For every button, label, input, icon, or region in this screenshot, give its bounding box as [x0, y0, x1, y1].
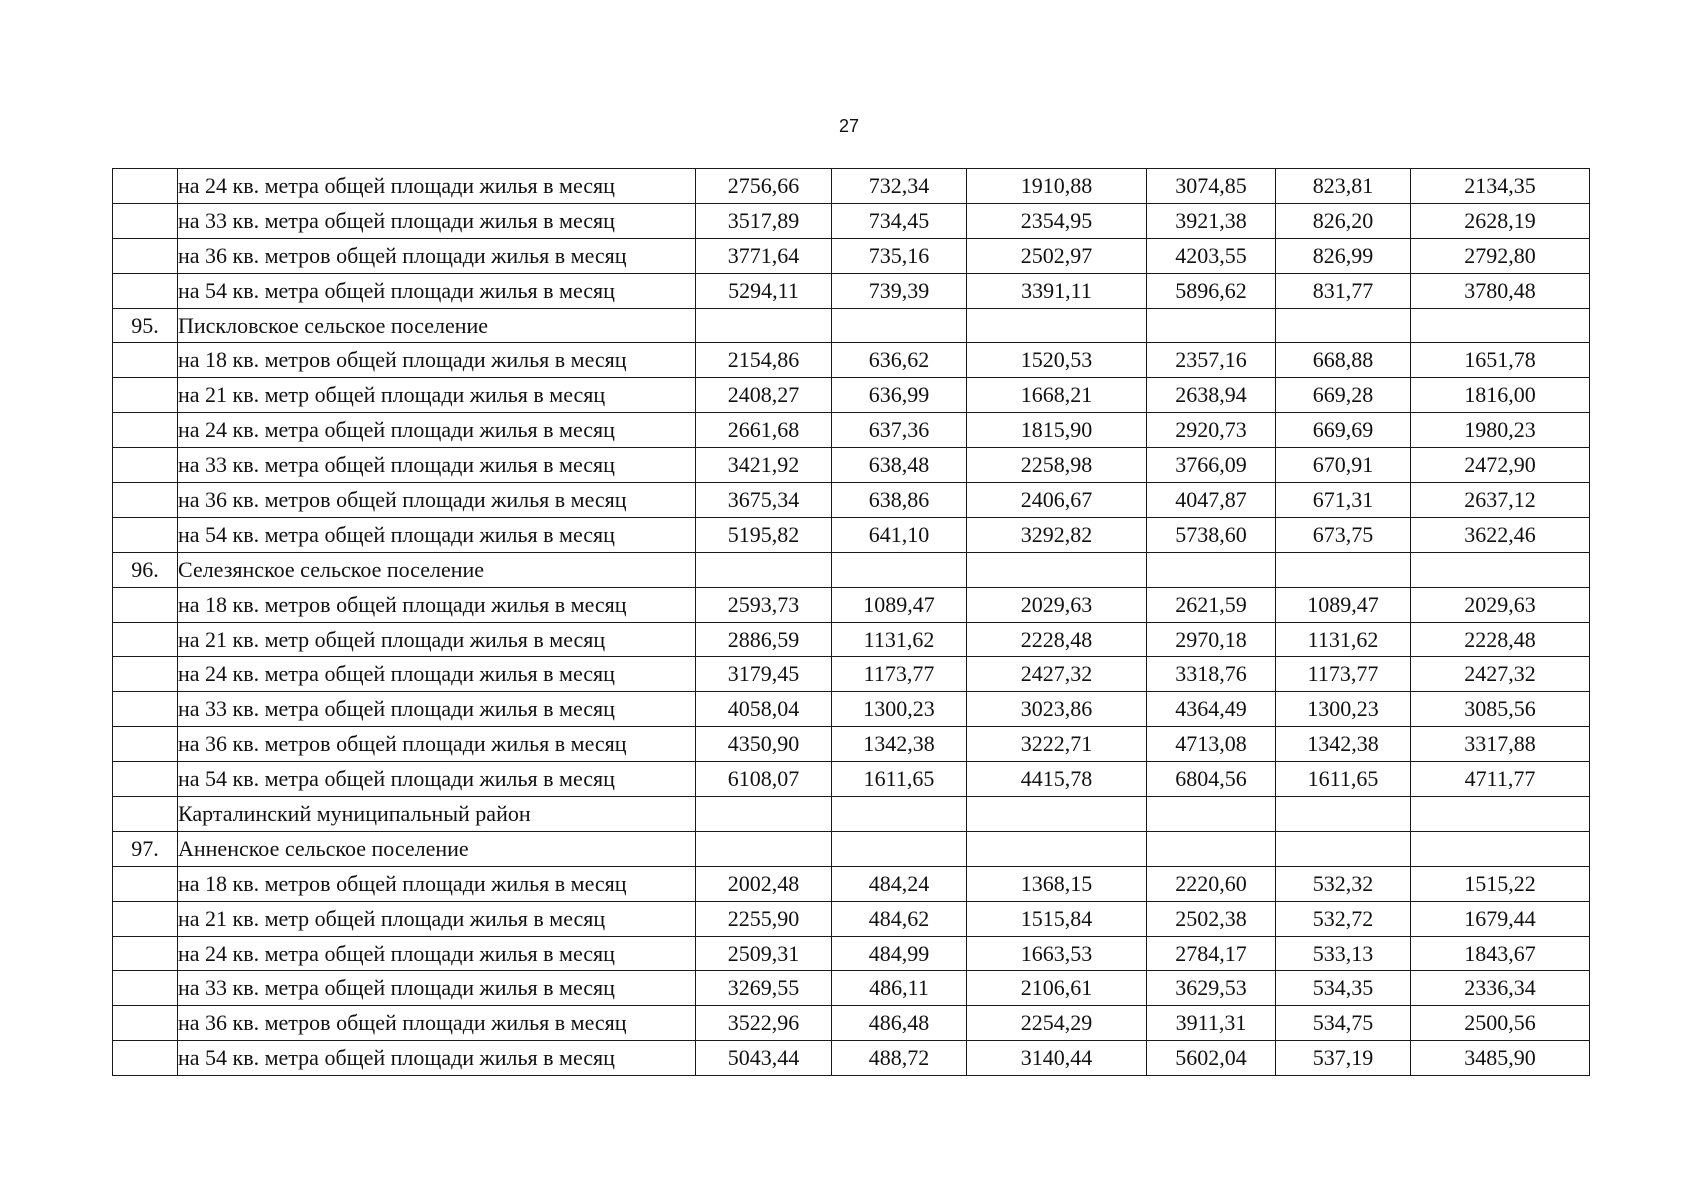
- value-cell: 3074,85: [1147, 169, 1276, 204]
- value-cell: 673,75: [1276, 517, 1411, 552]
- value-cell: [967, 797, 1147, 832]
- value-cell: 1843,67: [1411, 936, 1590, 971]
- value-cell: 1368,15: [967, 866, 1147, 901]
- row-number: 95.: [113, 308, 178, 343]
- value-cell: 3269,55: [696, 971, 832, 1006]
- value-cell: 2406,67: [967, 483, 1147, 518]
- value-cell: 5738,60: [1147, 517, 1276, 552]
- value-cell: [832, 308, 967, 343]
- table-body: [113, 169, 1590, 1076]
- value-cell: 826,99: [1276, 238, 1411, 273]
- row-number: [113, 448, 178, 483]
- table-row: [113, 517, 1590, 552]
- table-row: [113, 831, 1590, 866]
- table-row: [113, 1006, 1590, 1041]
- value-cell: 486,48: [832, 1006, 967, 1041]
- value-cell: 537,19: [1276, 1041, 1411, 1076]
- value-cell: 669,69: [1276, 413, 1411, 448]
- row-number: [113, 727, 178, 762]
- value-cell: 638,48: [832, 448, 967, 483]
- value-cell: [1411, 831, 1590, 866]
- value-cell: 2970,18: [1147, 622, 1276, 657]
- row-number: [113, 622, 178, 657]
- value-cell: [1411, 552, 1590, 587]
- row-number: [113, 203, 178, 238]
- row-description: на 36 кв. метров общей площади жилья в месяц: [178, 727, 696, 762]
- row-description: на 18 кв. метров общей площади жилья в месяц: [178, 866, 696, 901]
- row-number: 97.: [113, 831, 178, 866]
- row-number: [113, 692, 178, 727]
- value-cell: 1679,44: [1411, 901, 1590, 936]
- table-row: [113, 378, 1590, 413]
- table-row: [113, 587, 1590, 622]
- tariff-table: [112, 168, 1590, 1076]
- value-cell: 2886,59: [696, 622, 832, 657]
- value-cell: 3292,82: [967, 517, 1147, 552]
- value-cell: 3675,34: [696, 483, 832, 518]
- value-cell: [696, 831, 832, 866]
- value-cell: 735,16: [832, 238, 967, 273]
- value-cell: 2228,48: [1411, 622, 1590, 657]
- row-number: [113, 797, 178, 832]
- value-cell: 636,62: [832, 343, 967, 378]
- value-cell: 2228,48: [967, 622, 1147, 657]
- row-number: [113, 1041, 178, 1076]
- value-cell: 1980,23: [1411, 413, 1590, 448]
- value-cell: 3766,09: [1147, 448, 1276, 483]
- value-cell: 3522,96: [696, 1006, 832, 1041]
- value-cell: 2408,27: [696, 378, 832, 413]
- value-cell: 532,72: [1276, 901, 1411, 936]
- table-row: [113, 483, 1590, 518]
- value-cell: 3485,90: [1411, 1041, 1590, 1076]
- value-cell: 2002,48: [696, 866, 832, 901]
- value-cell: 2357,16: [1147, 343, 1276, 378]
- value-cell: 739,39: [832, 273, 967, 308]
- value-cell: 3921,38: [1147, 203, 1276, 238]
- value-cell: 4203,55: [1147, 238, 1276, 273]
- value-cell: 636,99: [832, 378, 967, 413]
- value-cell: 4364,49: [1147, 692, 1276, 727]
- value-cell: 4713,08: [1147, 727, 1276, 762]
- value-cell: 4711,77: [1411, 762, 1590, 797]
- table-row: [113, 238, 1590, 273]
- value-cell: 823,81: [1276, 169, 1411, 204]
- row-number: [113, 273, 178, 308]
- value-cell: 2637,12: [1411, 483, 1590, 518]
- value-cell: [967, 552, 1147, 587]
- row-description: на 54 кв. метра общей площади жилья в месяц: [178, 273, 696, 308]
- value-cell: [1411, 797, 1590, 832]
- value-cell: [1147, 797, 1276, 832]
- value-cell: 3517,89: [696, 203, 832, 238]
- value-cell: 671,31: [1276, 483, 1411, 518]
- table-row: [113, 308, 1590, 343]
- value-cell: 4058,04: [696, 692, 832, 727]
- value-cell: 1611,65: [1276, 762, 1411, 797]
- value-cell: 2593,73: [696, 587, 832, 622]
- row-description: Пискловское сельское поселение: [178, 308, 696, 343]
- table-row: [113, 413, 1590, 448]
- value-cell: [967, 831, 1147, 866]
- value-cell: 532,32: [1276, 866, 1411, 901]
- row-number: [113, 169, 178, 204]
- table-row: [113, 866, 1590, 901]
- table-row: [113, 343, 1590, 378]
- value-cell: 2472,90: [1411, 448, 1590, 483]
- value-cell: [1411, 308, 1590, 343]
- value-cell: 1611,65: [832, 762, 967, 797]
- row-description: на 21 кв. метр общей площади жилья в месяц: [178, 622, 696, 657]
- table-row: [113, 797, 1590, 832]
- value-cell: 2427,32: [967, 657, 1147, 692]
- row-description: на 24 кв. метра общей площади жилья в месяц: [178, 169, 696, 204]
- value-cell: 1515,84: [967, 901, 1147, 936]
- table-row: [113, 273, 1590, 308]
- value-cell: 2154,86: [696, 343, 832, 378]
- value-cell: 5043,44: [696, 1041, 832, 1076]
- value-cell: [1276, 797, 1411, 832]
- value-cell: 484,24: [832, 866, 967, 901]
- row-description: на 33 кв. метра общей площади жилья в месяц: [178, 692, 696, 727]
- row-description: на 54 кв. метра общей площади жилья в месяц: [178, 762, 696, 797]
- value-cell: 2029,63: [1411, 587, 1590, 622]
- value-cell: [832, 797, 967, 832]
- value-cell: 1300,23: [832, 692, 967, 727]
- value-cell: 2621,59: [1147, 587, 1276, 622]
- row-description: на 54 кв. метра общей площади жилья в месяц: [178, 1041, 696, 1076]
- value-cell: [832, 552, 967, 587]
- value-cell: 1089,47: [832, 587, 967, 622]
- value-cell: 2336,34: [1411, 971, 1590, 1006]
- row-number: [113, 483, 178, 518]
- row-number: [113, 378, 178, 413]
- value-cell: 3622,46: [1411, 517, 1590, 552]
- value-cell: 2254,29: [967, 1006, 1147, 1041]
- value-cell: [696, 308, 832, 343]
- value-cell: 1816,00: [1411, 378, 1590, 413]
- table-row: [113, 169, 1590, 204]
- value-cell: 2502,38: [1147, 901, 1276, 936]
- value-cell: 2029,63: [967, 587, 1147, 622]
- value-cell: 3771,64: [696, 238, 832, 273]
- value-cell: 5294,11: [696, 273, 832, 308]
- row-description: Селезянское сельское поселение: [178, 552, 696, 587]
- value-cell: 5602,04: [1147, 1041, 1276, 1076]
- value-cell: 1173,77: [1276, 657, 1411, 692]
- value-cell: [1276, 831, 1411, 866]
- value-cell: 3222,71: [967, 727, 1147, 762]
- table-row: [113, 727, 1590, 762]
- value-cell: 534,75: [1276, 1006, 1411, 1041]
- row-description: на 24 кв. метра общей площади жилья в месяц: [178, 413, 696, 448]
- value-cell: 5896,62: [1147, 273, 1276, 308]
- value-cell: 1089,47: [1276, 587, 1411, 622]
- table-row: [113, 203, 1590, 238]
- value-cell: 637,36: [832, 413, 967, 448]
- value-cell: 1342,38: [832, 727, 967, 762]
- value-cell: [696, 552, 832, 587]
- table-row: [113, 762, 1590, 797]
- value-cell: 2920,73: [1147, 413, 1276, 448]
- row-number: [113, 866, 178, 901]
- row-description: на 21 кв. метр общей площади жилья в месяц: [178, 901, 696, 936]
- row-number: [113, 238, 178, 273]
- row-description: на 33 кв. метра общей площади жилья в месяц: [178, 203, 696, 238]
- row-description: на 18 кв. метров общей площади жилья в месяц: [178, 587, 696, 622]
- value-cell: [1147, 552, 1276, 587]
- value-cell: 2255,90: [696, 901, 832, 936]
- value-cell: 638,86: [832, 483, 967, 518]
- value-cell: 2661,68: [696, 413, 832, 448]
- value-cell: 6108,07: [696, 762, 832, 797]
- row-number: [113, 901, 178, 936]
- value-cell: 1300,23: [1276, 692, 1411, 727]
- value-cell: 1651,78: [1411, 343, 1590, 378]
- value-cell: 2784,17: [1147, 936, 1276, 971]
- row-description: на 33 кв. метра общей площади жилья в месяц: [178, 448, 696, 483]
- row-number: [113, 587, 178, 622]
- table-row: [113, 692, 1590, 727]
- row-number: [113, 762, 178, 797]
- value-cell: 4415,78: [967, 762, 1147, 797]
- value-cell: 2638,94: [1147, 378, 1276, 413]
- row-description: на 36 кв. метров общей площади жилья в месяц: [178, 1006, 696, 1041]
- value-cell: [1147, 831, 1276, 866]
- value-cell: 1515,22: [1411, 866, 1590, 901]
- value-cell: 3085,56: [1411, 692, 1590, 727]
- table-row: [113, 936, 1590, 971]
- value-cell: 3421,92: [696, 448, 832, 483]
- value-cell: 2502,97: [967, 238, 1147, 273]
- value-cell: [1147, 308, 1276, 343]
- value-cell: 2134,35: [1411, 169, 1590, 204]
- value-cell: 1815,90: [967, 413, 1147, 448]
- row-number: [113, 657, 178, 692]
- value-cell: 3140,44: [967, 1041, 1147, 1076]
- value-cell: 6804,56: [1147, 762, 1276, 797]
- value-cell: 1663,53: [967, 936, 1147, 971]
- row-description: Карталинский муниципальный район: [178, 797, 696, 832]
- table-row: [113, 971, 1590, 1006]
- value-cell: 2756,66: [696, 169, 832, 204]
- value-cell: 2509,31: [696, 936, 832, 971]
- value-cell: 831,77: [1276, 273, 1411, 308]
- value-cell: 1910,88: [967, 169, 1147, 204]
- value-cell: 669,28: [1276, 378, 1411, 413]
- row-number: [113, 517, 178, 552]
- value-cell: 2500,56: [1411, 1006, 1590, 1041]
- row-number: [113, 413, 178, 448]
- row-description: на 33 кв. метра общей площади жилья в месяц: [178, 971, 696, 1006]
- value-cell: 533,13: [1276, 936, 1411, 971]
- row-number: [113, 936, 178, 971]
- row-description: на 21 кв. метр общей площади жилья в месяц: [178, 378, 696, 413]
- value-cell: 2220,60: [1147, 866, 1276, 901]
- value-cell: 2106,61: [967, 971, 1147, 1006]
- value-cell: 2258,98: [967, 448, 1147, 483]
- value-cell: 4350,90: [696, 727, 832, 762]
- value-cell: 734,45: [832, 203, 967, 238]
- table-row: [113, 448, 1590, 483]
- table-row: [113, 622, 1590, 657]
- row-number: [113, 343, 178, 378]
- value-cell: 2628,19: [1411, 203, 1590, 238]
- table-row: [113, 1041, 1590, 1076]
- value-cell: 3179,45: [696, 657, 832, 692]
- value-cell: 2427,32: [1411, 657, 1590, 692]
- row-number: [113, 1006, 178, 1041]
- value-cell: 484,62: [832, 901, 967, 936]
- row-description: на 36 кв. метров общей площади жилья в месяц: [178, 238, 696, 273]
- row-number: [113, 971, 178, 1006]
- value-cell: 534,35: [1276, 971, 1411, 1006]
- value-cell: 668,88: [1276, 343, 1411, 378]
- value-cell: 4047,87: [1147, 483, 1276, 518]
- value-cell: 732,34: [832, 169, 967, 204]
- value-cell: [696, 797, 832, 832]
- row-number: 96.: [113, 552, 178, 587]
- value-cell: 486,11: [832, 971, 967, 1006]
- value-cell: 484,99: [832, 936, 967, 971]
- value-cell: 3391,11: [967, 273, 1147, 308]
- value-cell: 5195,82: [696, 517, 832, 552]
- value-cell: 1173,77: [832, 657, 967, 692]
- value-cell: 1342,38: [1276, 727, 1411, 762]
- value-cell: 1520,53: [967, 343, 1147, 378]
- value-cell: 1131,62: [1276, 622, 1411, 657]
- value-cell: 488,72: [832, 1041, 967, 1076]
- row-description: на 24 кв. метра общей площади жилья в месяц: [178, 657, 696, 692]
- value-cell: 3318,76: [1147, 657, 1276, 692]
- value-cell: 3911,31: [1147, 1006, 1276, 1041]
- row-description: Анненское сельское поселение: [178, 831, 696, 866]
- value-cell: 3317,88: [1411, 727, 1590, 762]
- row-description: на 36 кв. метров общей площади жилья в месяц: [178, 483, 696, 518]
- row-description: на 18 кв. метров общей площади жилья в месяц: [178, 343, 696, 378]
- value-cell: [832, 831, 967, 866]
- row-description: на 54 кв. метра общей площади жилья в месяц: [178, 517, 696, 552]
- page-number: 27: [838, 116, 860, 136]
- table-row: [113, 901, 1590, 936]
- value-cell: 2792,80: [1411, 238, 1590, 273]
- value-cell: [1276, 552, 1411, 587]
- value-cell: 2354,95: [967, 203, 1147, 238]
- table-row: [113, 552, 1590, 587]
- value-cell: 670,91: [1276, 448, 1411, 483]
- value-cell: 1668,21: [967, 378, 1147, 413]
- value-cell: 1131,62: [832, 622, 967, 657]
- value-cell: 3629,53: [1147, 971, 1276, 1006]
- table-row: [113, 657, 1590, 692]
- value-cell: 3023,86: [967, 692, 1147, 727]
- value-cell: 826,20: [1276, 203, 1411, 238]
- value-cell: [967, 308, 1147, 343]
- value-cell: 3780,48: [1411, 273, 1590, 308]
- value-cell: 641,10: [832, 517, 967, 552]
- row-description: на 24 кв. метра общей площади жилья в месяц: [178, 936, 696, 971]
- value-cell: [1276, 308, 1411, 343]
